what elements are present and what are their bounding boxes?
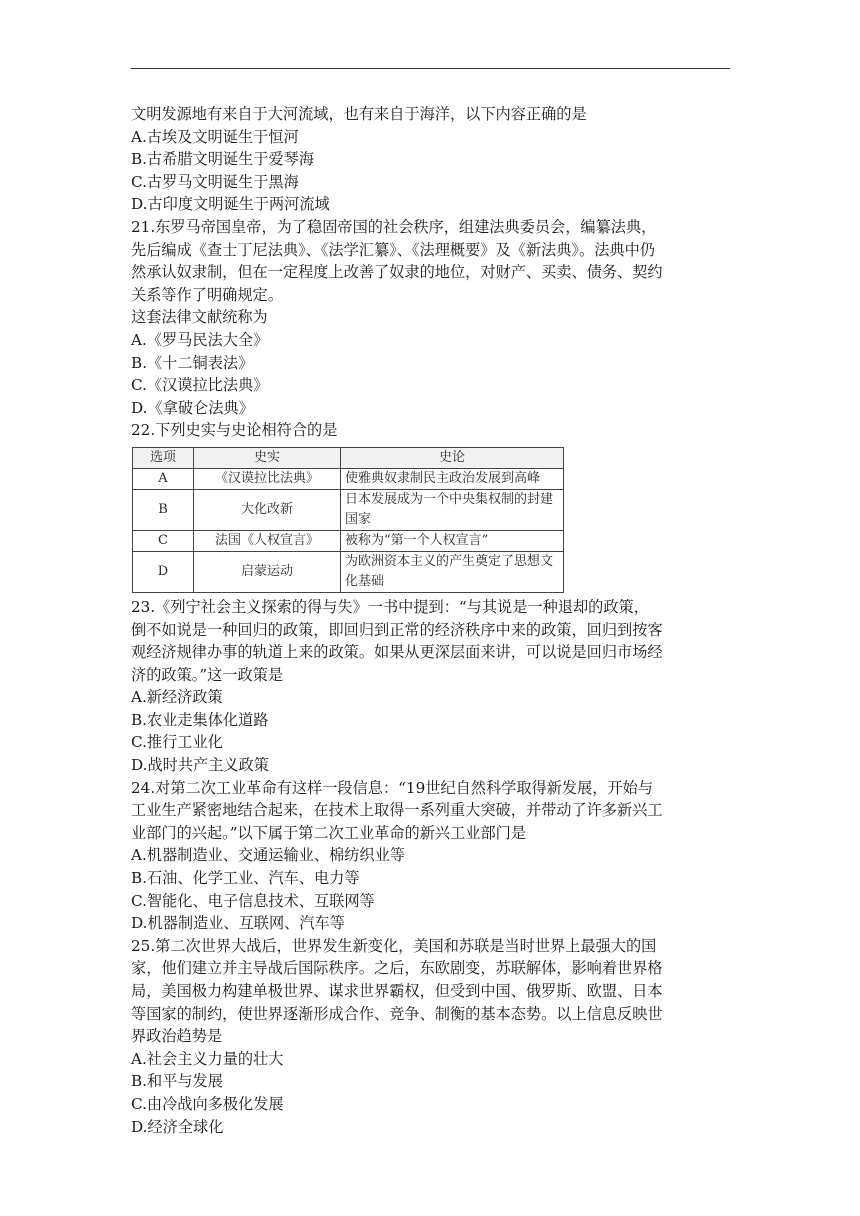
table-cell: 使雅典奴隶制民主政治发展到高峰 <box>341 468 564 489</box>
question-stem-line: 这套法律文献统称为 <box>131 308 268 327</box>
question-stem-line: 济的政策。”这一政策是 <box>131 665 284 684</box>
option-d: D.战时共产主义政策 <box>131 756 269 775</box>
option-a: A.《罗马民法大全》 <box>131 330 269 349</box>
question-stem-line: 24.对第二次工业革命有这样一段信息：“19世纪自然科学取得新发展，开始与 <box>131 778 654 797</box>
question-25 <box>131 935 731 1138</box>
table-header-cell: 史论 <box>341 447 564 468</box>
question-stem-line: 局，美国极力构建单极世界、谋求世界霸权，但受到中国、俄罗斯、欧盟、日本 <box>131 982 663 1000</box>
question-stem-line: 然承认奴隶制，但在一定程度上改善了奴隶的地位，对财产、买卖、债务、契约 <box>131 263 663 282</box>
option-b: B.和平与发展 <box>131 1072 223 1091</box>
option-d: D.机器制造业、互联网、汽车等 <box>131 914 345 933</box>
table-cell: C <box>133 530 194 551</box>
question-22 <box>131 419 731 593</box>
question-stem-line: 工业生产紧密地结合起来，在技术上取得一系列重大突破，并带动了许多新兴工 <box>131 801 663 820</box>
option-a: A.新经济政策 <box>131 688 223 707</box>
question-stem-line: 倒不如说是一种回归的政策，即回归到正常的经济秩序中来的政策，回归到按客 <box>131 620 663 639</box>
option-b: B.古希腊文明诞生于爱琴海 <box>131 150 315 169</box>
table-row <box>133 489 564 530</box>
question-stem-line: 21.东罗马帝国皇帝，为了稳固帝国的社会秩序，组建法典委员会，编纂法典， <box>131 217 657 236</box>
table-row <box>133 468 564 489</box>
table-header-cell: 史实 <box>194 447 341 468</box>
exam-content <box>131 103 731 1138</box>
table-header-cell: 选项 <box>133 447 194 468</box>
options-table <box>132 447 564 593</box>
option-d: D.古印度文明诞生于两河流域 <box>131 195 330 214</box>
question-stem: 22.下列史实与史论相符合的是 <box>131 421 338 440</box>
option-b: B.农业走集体化道路 <box>131 710 269 729</box>
table-cell: 日本发展成为一个中央集权制的封建国家 <box>341 489 564 530</box>
question-stem-line: 关系等作了明确规定。 <box>131 285 283 304</box>
option-d: D.经济全球化 <box>131 1117 224 1136</box>
question-stem-line: 23.《列宁社会主义探索的得与失》一书中提到：“与其说是一种退却的政策， <box>131 597 649 616</box>
question-stem-line: 等国家的制约，使世界逐渐形成合作、竞争、制衡的基本态势。以上信息反映世 <box>131 1004 663 1023</box>
question-stem-line: 业部门的兴起。”以下属于第二次工业革命的新兴工业部门是 <box>131 823 527 842</box>
question-stem: 文明发源地有来自于大河流域，也有来自于海洋，以下内容正确的是 <box>131 105 587 123</box>
option-c: C.古罗马文明诞生于黑海 <box>131 172 299 191</box>
question-24 <box>131 777 731 935</box>
option-c: C.智能化、电子信息技术、互联网等 <box>131 891 375 910</box>
option-c: C.推行工业化 <box>131 733 223 752</box>
table-cell: D <box>133 551 194 592</box>
header-rule <box>131 68 730 69</box>
question-20 <box>131 103 731 216</box>
table-cell: 启蒙运动 <box>194 551 341 592</box>
question-21 <box>131 216 731 419</box>
table-header-row <box>133 447 564 468</box>
question-stem-line: 界政治趋势是 <box>131 1027 223 1046</box>
option-a: A.古埃及文明诞生于恒河 <box>131 127 299 146</box>
option-d: D.《拿破仑法典》 <box>131 398 254 417</box>
option-a: A.机器制造业、交通运输业、棉纺织业等 <box>131 846 405 865</box>
table-cell: A <box>133 468 194 489</box>
option-c: C.《汉谟拉比法典》 <box>131 376 269 395</box>
question-stem-line: 先后编成《查士丁尼法典》、《法学汇纂》、《法理概要》及《新法典》。法典中仍 <box>131 240 655 259</box>
option-c: C.由冷战向多极化发展 <box>131 1094 284 1113</box>
question-stem-line: 观经济规律办事的轨道上来的政策。如果从更深层面来讲，可以说是回归市场经 <box>131 643 663 662</box>
question-stem-line: 25.第二次世界大战后，世界发生新变化，美国和苏联是当时世界上最强大的国 <box>131 936 657 955</box>
table-cell: 为欧洲资本主义的产生奠定了思想文化基础 <box>341 551 564 592</box>
option-b: B.石油、化学工业、汽车、电力等 <box>131 869 360 888</box>
table-cell: 被称为“第一个人权宣言” <box>341 530 564 551</box>
table-cell: 《汉谟拉比法典》 <box>194 468 341 489</box>
table-cell: 大化改新 <box>194 489 341 530</box>
table-row <box>133 551 564 592</box>
table-row <box>133 530 564 551</box>
question-stem-line: 家，他们建立并主导战后国际秩序。之后，东欧剧变，苏联解体，影响着世界格 <box>131 959 663 978</box>
option-a: A.社会主义力量的壮大 <box>131 1049 284 1068</box>
option-b: B.《十二铜表法》 <box>131 353 254 372</box>
table-cell: B <box>133 489 194 530</box>
table-cell: 法国《人权宣言》 <box>194 530 341 551</box>
question-23 <box>131 596 731 777</box>
